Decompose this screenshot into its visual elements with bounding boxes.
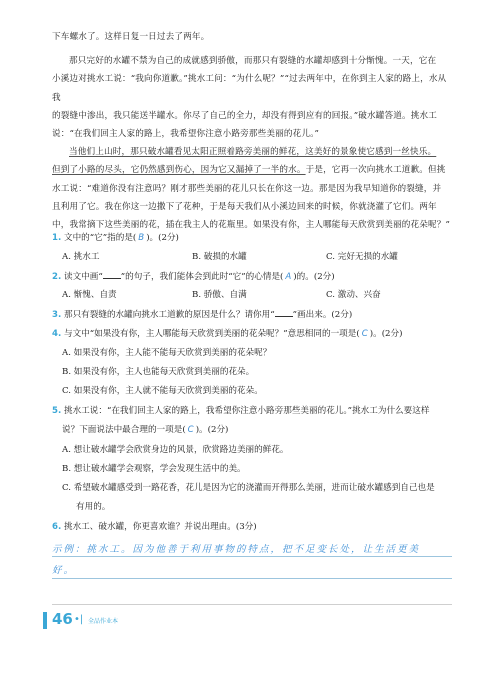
q4-option-c: C. 如果没有你，主人就不能每天欣赏到美丽的花朵。: [62, 386, 263, 396]
passage-line: 下车螺水了。这样日复一日过去了两年。: [52, 32, 210, 42]
reading-passage: [52, 28, 452, 234]
passage-line-underlined: 当他们上山时，那只破水罐看见太阳正照着路旁美丽的鲜花，这美好的景象使它感到一丝快乐。: [69, 147, 437, 158]
underline-symbol: [275, 308, 293, 317]
handwritten-answer-line-1: 示例：挑水工。因为他善于利用事物的特点，把不足变长处，让生活更美: [52, 544, 421, 555]
passage-line: 水工说：“难道你没有注意吗？刚才那些美丽的花儿只长在你这一边。那是因为我早知道你的裂缝，并: [52, 183, 442, 194]
passage-line: 且利用了它。我在你这一边撒下了花种，于是每天我们从小溪边回来的时候，你就浇灌了它们。两年: [52, 201, 437, 212]
underlined-sentence: 但到了小路的尽头，它仍然感到伤心，因为它又漏掉了一半的水。: [52, 165, 306, 176]
question-4: 4. 与文中“如果没有你，主人哪能每天欣赏到美丽的花朵呢？”意思相同的一项是( C )。(2分): [52, 329, 403, 339]
q4-option-a: A. 如果没有你，主人能不能每天欣赏到美丽的花朵呢？: [62, 348, 272, 358]
q5-option-a: A. 想让破水罐学会欣赏身边的风景，欣赏路边美丽的鲜花。: [62, 445, 289, 455]
q4-option-b: B. 如果没有你，主人也能每天欣赏到美丽的花朵。: [62, 367, 255, 377]
q2-option-b: B. 骄傲、自满: [192, 290, 247, 300]
answer-rule: [52, 578, 452, 579]
passage-line: 说：“在我们回主人家的路上，我希望你注意小路旁那些美丽的花儿。”: [52, 129, 320, 140]
footer-divider: [52, 604, 452, 605]
footer-accent-bar: [43, 612, 47, 629]
q2-option-a: A. 惭愧、自责: [62, 290, 117, 300]
question-1: 1. 文中的“它”指的是( B )。(2分): [52, 233, 179, 243]
answer-handwritten: A: [285, 272, 292, 282]
passage-line: 但到了小路的尽头，它仍然感到伤心，因为它又漏掉了一半的水。于是，它再一次向挑水工道歉。但挑: [52, 165, 446, 176]
footer-separator: •|: [74, 614, 84, 625]
q1-option-b: B. 破损的水罐: [192, 252, 247, 262]
handwritten-answer-line-2: 好。: [52, 565, 76, 576]
passage-line: 的裂缝中渗出，我只能送半罐水。你尽了自己的全力，却没有得到应有的回报。”破水罐答道。挑水工: [52, 110, 437, 121]
q5-option-c-cont: 有用的。: [76, 502, 111, 512]
question-5-cont: 说？下面说法中最合理的一项是( C )。(2分): [62, 425, 229, 435]
passage-line: 小溪边对挑水工说：“我向你道歉。”挑水工问：“为什么呢？”“过去两年中，在你到主人家的路上，水从我: [52, 74, 447, 103]
answer-handwritten: B: [138, 233, 145, 243]
q1-option-a: A. 挑水工: [62, 252, 100, 262]
answer-handwritten: C: [187, 425, 194, 435]
answer-rule: [52, 556, 452, 557]
question-2: 2. 读文中画“ ”的句子，我们能体会到此时“它”的心情是( A )的。(2分): [52, 272, 335, 282]
q1-option-c: C. 完好无损的水罐: [326, 252, 398, 262]
publisher-brand: 全品作业本: [88, 618, 119, 625]
page-number: 46: [52, 610, 73, 628]
question-6: 6. 挑水工、破水罐，你更喜欢谁？并说出理由。(3分): [52, 522, 257, 532]
wavy-line-symbol: [103, 270, 121, 279]
question-3: 3. 那只有裂缝的水罐向挑水工道歉的原因是什么？请你用“ ”画出来。(2分): [52, 310, 353, 320]
passage-line: 那只完好的水罐不禁为自己的成就感到骄傲，而那只有裂缝的水罐却感到十分惭愧。一天，它在: [69, 56, 437, 67]
q5-option-b: B. 想让破水罐学会观察，学会发现生活中的美。: [62, 464, 246, 474]
q5-option-c: C. 希望破水罐感受到一路花香，花儿是因为它的浇灌而开得那么美丽，进而让破水罐感到自己也是: [62, 483, 435, 493]
passage-line: 中，我常摘下这些美丽的花，插在我主人的花瓶里。如果没有你，主人哪能每天欣赏到美丽的花朵呢？”: [52, 220, 451, 231]
answer-handwritten: C: [361, 329, 368, 339]
question-5: 5. 挑水工说：“在我们回主人家的路上，我希望你注意小路旁那些美丽的花儿。”挑水工为什么要这样: [52, 406, 430, 416]
q2-option-c: C. 激动、兴奋: [326, 290, 381, 300]
